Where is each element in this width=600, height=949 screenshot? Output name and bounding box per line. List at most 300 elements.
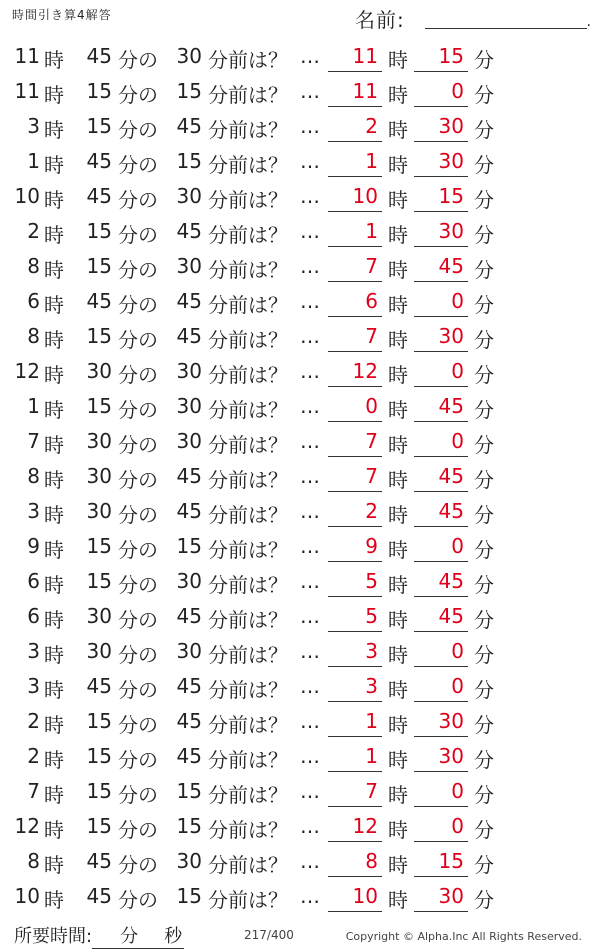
problem-row bbox=[0, 75, 600, 110]
minutes-subtracted: 45 bbox=[176, 289, 202, 313]
problem-row bbox=[0, 705, 600, 740]
hour-label: 時 bbox=[44, 363, 64, 387]
start-hour: 2 bbox=[27, 709, 40, 733]
question-label: 分前は？ bbox=[208, 328, 288, 352]
minutes-of-label: 分の bbox=[118, 363, 158, 387]
answer-minute-label: 分 bbox=[474, 118, 494, 142]
minutes-subtracted: 45 bbox=[176, 604, 202, 628]
answer-hour-label: 時 bbox=[388, 573, 408, 597]
minutes-subtracted: 30 bbox=[176, 569, 202, 593]
minutes-of-label: 分の bbox=[118, 153, 158, 177]
answer-hour-label: 時 bbox=[388, 153, 408, 177]
ellipsis: … bbox=[300, 324, 320, 348]
problem-row bbox=[0, 670, 600, 705]
answer-hour-label: 時 bbox=[388, 363, 408, 387]
answer-minute-label: 分 bbox=[474, 888, 494, 912]
minutes-subtracted: 15 bbox=[176, 779, 202, 803]
question-label: 分前は？ bbox=[208, 223, 288, 247]
ellipsis: … bbox=[300, 394, 320, 418]
start-minute: 30 bbox=[86, 359, 112, 383]
problem-row bbox=[0, 390, 600, 425]
answer-minute-label: 分 bbox=[474, 188, 494, 212]
minutes-subtracted: 30 bbox=[176, 44, 202, 68]
answer-minute[interactable]: 15 bbox=[414, 44, 468, 72]
answer-hour[interactable]: 6 bbox=[328, 289, 382, 317]
ellipsis: … bbox=[300, 534, 320, 558]
hour-label: 時 bbox=[44, 153, 64, 177]
answer-minute-label: 分 bbox=[474, 853, 494, 877]
answer-minute[interactable]: 0 bbox=[414, 814, 468, 842]
answer-minute[interactable]: 45 bbox=[414, 464, 468, 492]
answer-hour[interactable]: 3 bbox=[328, 674, 382, 702]
start-minute: 45 bbox=[86, 289, 112, 313]
start-minute: 30 bbox=[86, 499, 112, 523]
question-label: 分前は？ bbox=[208, 433, 288, 457]
answer-hour-label: 時 bbox=[388, 608, 408, 632]
problem-row bbox=[0, 250, 600, 285]
answer-minute[interactable]: 0 bbox=[414, 289, 468, 317]
minutes-of-label: 分の bbox=[118, 818, 158, 842]
ellipsis: … bbox=[300, 849, 320, 873]
answer-hour[interactable]: 1 bbox=[328, 744, 382, 772]
answer-minute-label: 分 bbox=[474, 433, 494, 457]
minutes-subtracted: 30 bbox=[176, 639, 202, 663]
answer-minute[interactable]: 15 bbox=[414, 184, 468, 212]
minutes-of-label: 分の bbox=[118, 188, 158, 212]
answer-minute-label: 分 bbox=[474, 748, 494, 772]
start-hour: 3 bbox=[27, 114, 40, 138]
worksheet-title: 時間引き算4解答 bbox=[12, 8, 112, 22]
answer-minute[interactable]: 45 bbox=[414, 604, 468, 632]
start-minute: 45 bbox=[86, 884, 112, 908]
minutes-subtracted: 30 bbox=[176, 254, 202, 278]
question-label: 分前は？ bbox=[208, 398, 288, 422]
hour-label: 時 bbox=[44, 468, 64, 492]
problem-row bbox=[0, 145, 600, 180]
question-label: 分前は？ bbox=[208, 83, 288, 107]
start-hour: 1 bbox=[27, 149, 40, 173]
answer-minute[interactable]: 30 bbox=[414, 884, 468, 912]
start-hour: 3 bbox=[27, 674, 40, 698]
minutes-subtracted: 15 bbox=[176, 149, 202, 173]
start-minute: 15 bbox=[86, 744, 112, 768]
answer-hour-label: 時 bbox=[388, 818, 408, 842]
answer-hour[interactable]: 5 bbox=[328, 604, 382, 632]
start-hour: 2 bbox=[27, 219, 40, 243]
answer-hour[interactable]: 1 bbox=[328, 149, 382, 177]
name-end-mark: . bbox=[586, 14, 591, 30]
answer-minute[interactable]: 30 bbox=[414, 709, 468, 737]
answer-hour[interactable]: 7 bbox=[328, 464, 382, 492]
minutes-subtracted: 45 bbox=[176, 744, 202, 768]
ellipsis: … bbox=[300, 499, 320, 523]
start-hour: 7 bbox=[27, 779, 40, 803]
answer-minute-label: 分 bbox=[474, 153, 494, 177]
answer-hour[interactable]: 2 bbox=[328, 114, 382, 142]
start-minute: 30 bbox=[86, 639, 112, 663]
problem-row bbox=[0, 845, 600, 880]
ellipsis: … bbox=[300, 149, 320, 173]
answer-minute[interactable]: 0 bbox=[414, 429, 468, 457]
start-minute: 15 bbox=[86, 394, 112, 418]
answer-hour[interactable]: 10 bbox=[328, 884, 382, 912]
ellipsis: … bbox=[300, 884, 320, 908]
problem-row bbox=[0, 565, 600, 600]
answer-hour[interactable]: 10 bbox=[328, 184, 382, 212]
second-unit: 秒 bbox=[164, 926, 183, 947]
answer-minute[interactable]: 0 bbox=[414, 779, 468, 807]
minutes-of-label: 分の bbox=[118, 328, 158, 352]
start-hour: 12 bbox=[14, 814, 40, 838]
question-label: 分前は？ bbox=[208, 363, 288, 387]
start-minute: 30 bbox=[86, 429, 112, 453]
start-minute: 15 bbox=[86, 569, 112, 593]
answer-minute-label: 分 bbox=[474, 48, 494, 72]
answer-hour[interactable]: 1 bbox=[328, 219, 382, 247]
start-minute: 15 bbox=[86, 779, 112, 803]
answer-hour[interactable]: 5 bbox=[328, 569, 382, 597]
answer-minute-label: 分 bbox=[474, 293, 494, 317]
answer-hour-label: 時 bbox=[388, 713, 408, 737]
minutes-of-label: 分の bbox=[118, 293, 158, 317]
answer-minute[interactable]: 45 bbox=[414, 499, 468, 527]
answer-hour-label: 時 bbox=[388, 678, 408, 702]
answer-minute-label: 分 bbox=[474, 783, 494, 807]
hour-label: 時 bbox=[44, 398, 64, 422]
minutes-of-label: 分の bbox=[118, 398, 158, 422]
answer-minute-label: 分 bbox=[474, 713, 494, 737]
ellipsis: … bbox=[300, 604, 320, 628]
hour-label: 時 bbox=[44, 223, 64, 247]
start-hour: 8 bbox=[27, 324, 40, 348]
answer-hour-label: 時 bbox=[388, 83, 408, 107]
hour-label: 時 bbox=[44, 433, 64, 457]
question-label: 分前は？ bbox=[208, 888, 288, 912]
answer-hour[interactable]: 8 bbox=[328, 849, 382, 877]
minutes-of-label: 分の bbox=[118, 433, 158, 457]
question-label: 分前は？ bbox=[208, 258, 288, 282]
start-hour: 12 bbox=[14, 359, 40, 383]
hour-label: 時 bbox=[44, 783, 64, 807]
ellipsis: … bbox=[300, 219, 320, 243]
answer-minute[interactable]: 0 bbox=[414, 79, 468, 107]
answer-minute-label: 分 bbox=[474, 573, 494, 597]
start-minute: 15 bbox=[86, 79, 112, 103]
answer-minute-label: 分 bbox=[474, 258, 494, 282]
answer-minute[interactable]: 30 bbox=[414, 324, 468, 352]
question-label: 分前は？ bbox=[208, 153, 288, 177]
problem-row bbox=[0, 215, 600, 250]
start-minute: 45 bbox=[86, 149, 112, 173]
ellipsis: … bbox=[300, 429, 320, 453]
hour-label: 時 bbox=[44, 713, 64, 737]
answer-hour-label: 時 bbox=[388, 748, 408, 772]
question-label: 分前は？ bbox=[208, 573, 288, 597]
hour-label: 時 bbox=[44, 573, 64, 597]
ellipsis: … bbox=[300, 779, 320, 803]
minutes-subtracted: 15 bbox=[176, 814, 202, 838]
ellipsis: … bbox=[300, 709, 320, 733]
minutes-subtracted: 15 bbox=[176, 79, 202, 103]
problem-row bbox=[0, 635, 600, 670]
answer-minute-label: 分 bbox=[474, 223, 494, 247]
name-label: 名前: bbox=[355, 8, 405, 32]
answer-minute[interactable]: 30 bbox=[414, 149, 468, 177]
answer-hour-label: 時 bbox=[388, 258, 408, 282]
minutes-of-label: 分の bbox=[118, 853, 158, 877]
minutes-of-label: 分の bbox=[118, 503, 158, 527]
hour-label: 時 bbox=[44, 888, 64, 912]
start-hour: 8 bbox=[27, 254, 40, 278]
answer-minute-label: 分 bbox=[474, 608, 494, 632]
minutes-of-label: 分の bbox=[118, 748, 158, 772]
problem-row bbox=[0, 460, 600, 495]
question-label: 分前は？ bbox=[208, 48, 288, 72]
answer-minute[interactable]: 0 bbox=[414, 359, 468, 387]
problem-row bbox=[0, 285, 600, 320]
minutes-of-label: 分の bbox=[118, 118, 158, 142]
question-label: 分前は？ bbox=[208, 188, 288, 212]
minutes-subtracted: 15 bbox=[176, 884, 202, 908]
answer-minute[interactable]: 45 bbox=[414, 394, 468, 422]
question-label: 分前は？ bbox=[208, 503, 288, 527]
answer-minute-label: 分 bbox=[474, 643, 494, 667]
minutes-subtracted: 15 bbox=[176, 534, 202, 558]
start-minute: 45 bbox=[86, 849, 112, 873]
question-label: 分前は？ bbox=[208, 293, 288, 317]
minutes-subtracted: 45 bbox=[176, 114, 202, 138]
start-hour: 10 bbox=[14, 884, 40, 908]
start-hour: 3 bbox=[27, 639, 40, 663]
minutes-of-label: 分の bbox=[118, 468, 158, 492]
hour-label: 時 bbox=[44, 48, 64, 72]
minutes-subtracted: 45 bbox=[176, 219, 202, 243]
minutes-of-label: 分の bbox=[118, 783, 158, 807]
problem-row bbox=[0, 600, 600, 635]
answer-minute[interactable]: 30 bbox=[414, 219, 468, 247]
question-label: 分前は？ bbox=[208, 468, 288, 492]
ellipsis: … bbox=[300, 359, 320, 383]
problem-row bbox=[0, 880, 600, 915]
start-hour: 6 bbox=[27, 289, 40, 313]
minutes-of-label: 分の bbox=[118, 713, 158, 737]
problem-row bbox=[0, 355, 600, 390]
start-hour: 7 bbox=[27, 429, 40, 453]
answer-hour-label: 時 bbox=[388, 293, 408, 317]
start-minute: 30 bbox=[86, 464, 112, 488]
time-required-blank[interactable] bbox=[92, 922, 184, 949]
minutes-subtracted: 45 bbox=[176, 499, 202, 523]
start-minute: 15 bbox=[86, 814, 112, 838]
ellipsis: … bbox=[300, 114, 320, 138]
answer-hour-label: 時 bbox=[388, 118, 408, 142]
answer-hour-label: 時 bbox=[388, 783, 408, 807]
answer-minute-label: 分 bbox=[474, 398, 494, 422]
hour-label: 時 bbox=[44, 293, 64, 317]
start-minute: 15 bbox=[86, 254, 112, 278]
answer-minute[interactable]: 15 bbox=[414, 849, 468, 877]
start-hour: 6 bbox=[27, 569, 40, 593]
answer-hour-label: 時 bbox=[388, 468, 408, 492]
answer-hour-label: 時 bbox=[388, 223, 408, 247]
answer-minute-label: 分 bbox=[474, 818, 494, 842]
answer-minute[interactable]: 0 bbox=[414, 639, 468, 667]
answer-hour-label: 時 bbox=[388, 643, 408, 667]
ellipsis: … bbox=[300, 814, 320, 838]
start-hour: 2 bbox=[27, 744, 40, 768]
answer-hour[interactable]: 11 bbox=[328, 79, 382, 107]
problem-row bbox=[0, 320, 600, 355]
hour-label: 時 bbox=[44, 643, 64, 667]
hour-label: 時 bbox=[44, 608, 64, 632]
answer-hour[interactable]: 7 bbox=[328, 254, 382, 282]
minutes-of-label: 分の bbox=[118, 538, 158, 562]
hour-label: 時 bbox=[44, 748, 64, 772]
answer-minute[interactable]: 0 bbox=[414, 674, 468, 702]
problem-row bbox=[0, 180, 600, 215]
answer-minute-label: 分 bbox=[474, 468, 494, 492]
ellipsis: … bbox=[300, 184, 320, 208]
minutes-of-label: 分の bbox=[118, 223, 158, 247]
hour-label: 時 bbox=[44, 853, 64, 877]
start-hour: 11 bbox=[14, 79, 40, 103]
answer-hour-label: 時 bbox=[388, 48, 408, 72]
hour-label: 時 bbox=[44, 118, 64, 142]
problem-row bbox=[0, 530, 600, 565]
problem-row bbox=[0, 110, 600, 145]
answer-hour-label: 時 bbox=[388, 398, 408, 422]
start-minute: 45 bbox=[86, 184, 112, 208]
answer-hour[interactable]: 3 bbox=[328, 639, 382, 667]
start-minute: 15 bbox=[86, 114, 112, 138]
problem-row bbox=[0, 775, 600, 810]
start-hour: 6 bbox=[27, 604, 40, 628]
start-hour: 1 bbox=[27, 394, 40, 418]
start-hour: 8 bbox=[27, 849, 40, 873]
problem-row bbox=[0, 40, 600, 75]
answer-hour[interactable]: 9 bbox=[328, 534, 382, 562]
hour-label: 時 bbox=[44, 328, 64, 352]
name-field[interactable] bbox=[355, 4, 591, 30]
start-minute: 15 bbox=[86, 219, 112, 243]
answer-minute[interactable]: 45 bbox=[414, 254, 468, 282]
name-underline bbox=[425, 28, 587, 29]
answer-hour[interactable]: 11 bbox=[328, 44, 382, 72]
start-hour: 10 bbox=[14, 184, 40, 208]
answer-minute[interactable]: 45 bbox=[414, 569, 468, 597]
start-hour: 8 bbox=[27, 464, 40, 488]
minutes-of-label: 分の bbox=[118, 83, 158, 107]
answer-minute[interactable]: 0 bbox=[414, 534, 468, 562]
start-minute: 30 bbox=[86, 604, 112, 628]
answer-hour[interactable]: 7 bbox=[328, 429, 382, 457]
answer-hour-label: 時 bbox=[388, 433, 408, 457]
minutes-subtracted: 45 bbox=[176, 709, 202, 733]
answer-minute-label: 分 bbox=[474, 363, 494, 387]
answer-minute-label: 分 bbox=[474, 503, 494, 527]
problem-list bbox=[0, 40, 600, 915]
answer-minute[interactable]: 30 bbox=[414, 114, 468, 142]
hour-label: 時 bbox=[44, 83, 64, 107]
answer-hour[interactable]: 7 bbox=[328, 324, 382, 352]
question-label: 分前は？ bbox=[208, 748, 288, 772]
answer-hour-label: 時 bbox=[388, 853, 408, 877]
hour-label: 時 bbox=[44, 503, 64, 527]
minutes-of-label: 分の bbox=[118, 573, 158, 597]
minutes-of-label: 分の bbox=[118, 608, 158, 632]
answer-hour[interactable]: 12 bbox=[328, 359, 382, 387]
answer-minute[interactable]: 30 bbox=[414, 744, 468, 772]
question-label: 分前は？ bbox=[208, 538, 288, 562]
start-hour: 11 bbox=[14, 44, 40, 68]
question-label: 分前は？ bbox=[208, 713, 288, 737]
start-minute: 45 bbox=[86, 44, 112, 68]
question-label: 分前は？ bbox=[208, 818, 288, 842]
answer-hour[interactable]: 7 bbox=[328, 779, 382, 807]
start-minute: 15 bbox=[86, 534, 112, 558]
minutes-subtracted: 45 bbox=[176, 674, 202, 698]
start-minute: 45 bbox=[86, 674, 112, 698]
answer-hour[interactable]: 0 bbox=[328, 394, 382, 422]
page-number: 217/400 bbox=[244, 928, 294, 942]
question-label: 分前は？ bbox=[208, 783, 288, 807]
problem-row bbox=[0, 740, 600, 775]
ellipsis: … bbox=[300, 44, 320, 68]
minutes-of-label: 分の bbox=[118, 643, 158, 667]
ellipsis: … bbox=[300, 464, 320, 488]
answer-minute-label: 分 bbox=[474, 678, 494, 702]
start-hour: 3 bbox=[27, 499, 40, 523]
answer-hour-label: 時 bbox=[388, 188, 408, 212]
ellipsis: … bbox=[300, 79, 320, 103]
ellipsis: … bbox=[300, 744, 320, 768]
minutes-subtracted: 45 bbox=[176, 324, 202, 348]
minutes-of-label: 分の bbox=[118, 678, 158, 702]
answer-minute-label: 分 bbox=[474, 83, 494, 107]
hour-label: 時 bbox=[44, 538, 64, 562]
answer-hour[interactable]: 12 bbox=[328, 814, 382, 842]
start-minute: 15 bbox=[86, 324, 112, 348]
problem-row bbox=[0, 810, 600, 845]
hour-label: 時 bbox=[44, 188, 64, 212]
ellipsis: … bbox=[300, 639, 320, 663]
question-label: 分前は？ bbox=[208, 118, 288, 142]
minutes-subtracted: 45 bbox=[176, 464, 202, 488]
ellipsis: … bbox=[300, 569, 320, 593]
problem-row bbox=[0, 495, 600, 530]
time-required-label: 所要時間: bbox=[14, 926, 93, 947]
hour-label: 時 bbox=[44, 678, 64, 702]
ellipsis: … bbox=[300, 289, 320, 313]
start-minute: 15 bbox=[86, 709, 112, 733]
minutes-subtracted: 30 bbox=[176, 429, 202, 453]
ellipsis: … bbox=[300, 254, 320, 278]
minutes-subtracted: 30 bbox=[176, 184, 202, 208]
answer-hour[interactable]: 2 bbox=[328, 499, 382, 527]
minutes-subtracted: 30 bbox=[176, 359, 202, 383]
minutes-of-label: 分の bbox=[118, 48, 158, 72]
minutes-of-label: 分の bbox=[118, 888, 158, 912]
minutes-subtracted: 30 bbox=[176, 849, 202, 873]
time-required bbox=[14, 922, 184, 949]
question-label: 分前は？ bbox=[208, 678, 288, 702]
answer-hour[interactable]: 1 bbox=[328, 709, 382, 737]
question-label: 分前は？ bbox=[208, 608, 288, 632]
ellipsis: … bbox=[300, 674, 320, 698]
hour-label: 時 bbox=[44, 818, 64, 842]
copyright: Copyright © Alpha.Inc All Rights Reserved. bbox=[345, 930, 582, 943]
hour-label: 時 bbox=[44, 258, 64, 282]
